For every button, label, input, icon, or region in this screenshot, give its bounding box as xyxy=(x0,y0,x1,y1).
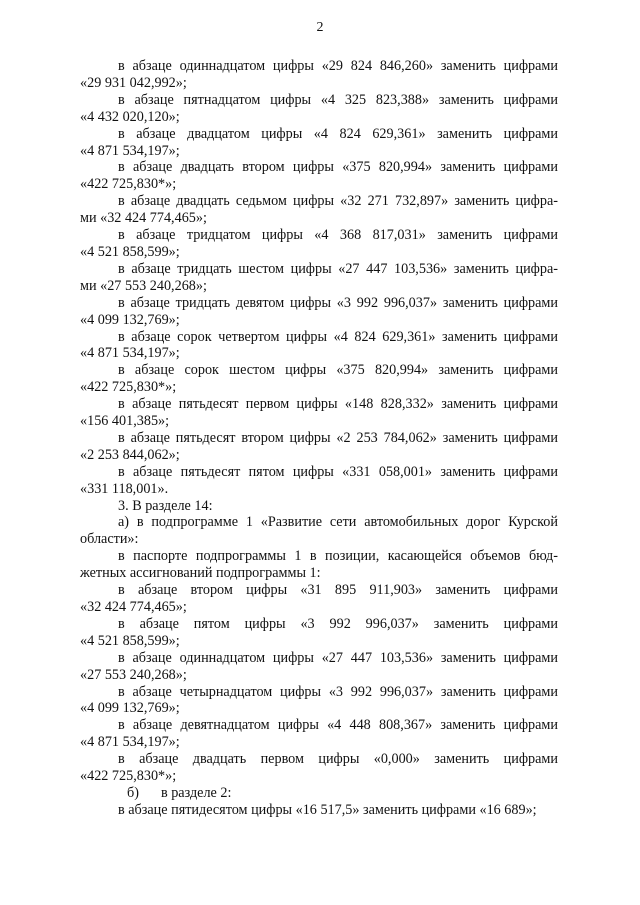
amendment-paragraph xyxy=(80,717,558,751)
passport-item-line2: жетных ассигнований подпрограммы 1: xyxy=(80,565,321,582)
amendment-paragraph xyxy=(80,126,558,160)
passport-item xyxy=(80,548,558,582)
amendment-paragraph xyxy=(80,616,558,650)
passport-item-line1: в паспорте подпрограммы 1 в позиции, касающейся объемов бюд- xyxy=(118,548,558,565)
amendment-line2: «4 871 534,197»; xyxy=(80,345,180,362)
amendment-line1: в абзаце пятом цифры «3 992 996,037» заменить цифрами xyxy=(118,615,558,632)
amendment-line2: «422 725,830*»; xyxy=(80,768,177,785)
section-b-text: в разделе 2: xyxy=(160,784,232,801)
last-amendment-line: в абзаце пятидесятом цифры «16 517,5» заменить цифрами «16 689»; xyxy=(118,801,537,818)
amendment-line2: «4 521 858,599»; xyxy=(80,243,180,260)
amendment-line1: в абзаце пятьдесят пятом цифры «331 058,001» заменить цифрами xyxy=(118,463,558,480)
amendment-line2: «4 099 132,769»; xyxy=(80,311,180,328)
amendments-list-part2 xyxy=(80,582,558,785)
amendment-line2: «2 253 844,062»; xyxy=(80,446,180,463)
page-number: 2 xyxy=(316,20,324,35)
amendment-line2: ми «27 553 240,268»; xyxy=(80,277,207,294)
amendment-line1: в абзаце сорок шестом цифры «375 820,994» заменить цифрами xyxy=(118,362,558,379)
amendment-line1: в абзаце тридцатом цифры «4 368 817,031» заменить цифрами xyxy=(118,227,558,244)
document-body xyxy=(80,58,558,819)
amendment-line2: «4 099 132,769»; xyxy=(80,700,180,717)
amendment-line1: в абзаце двадцать седьмом цифры «32 271 732,897» заменить цифра- xyxy=(118,193,558,210)
section-b-letter: б) xyxy=(127,784,139,801)
amendment-line2: «156 401,385»; xyxy=(80,413,170,430)
amendment-paragraph xyxy=(80,58,558,92)
subprogram-item xyxy=(80,514,558,548)
amendment-line1: в абзаце четырнадцатом цифры «3 992 996,037» заменить цифрами xyxy=(118,683,558,700)
amendment-paragraph xyxy=(80,329,558,363)
amendment-line1: в абзаце двадцать первом цифры «0,000» заменить цифрами xyxy=(118,751,558,768)
amendment-line2: «422 725,830*»; xyxy=(80,176,177,193)
section-heading: 3. В разделе 14: xyxy=(118,497,213,514)
amendment-paragraph xyxy=(80,684,558,718)
amendment-paragraph xyxy=(80,362,558,396)
amendment-line2: «422 725,830*»; xyxy=(80,379,177,396)
amendment-line2: «4 871 534,197»; xyxy=(80,142,180,159)
amendment-line2: ми «32 424 774,465»; xyxy=(80,210,207,227)
amendments-list-part1 xyxy=(80,58,558,498)
amendment-paragraph xyxy=(80,751,558,785)
amendment-line1: в абзаце двадцать втором цифры «375 820,994» заменить цифрами xyxy=(118,159,558,176)
amendment-line1: в абзаце пятьдесят втором цифры «2 253 784,062» заменить цифрами xyxy=(118,429,558,446)
amendment-line1: в абзаце пятнадцатом цифры «4 325 823,388» заменить цифрами xyxy=(118,91,558,108)
amendment-line1: в абзаце втором цифры «31 895 911,903» заменить цифрами xyxy=(118,582,558,599)
amendment-paragraph xyxy=(80,295,558,329)
amendment-line1: в абзаце тридцать шестом цифры «27 447 103,536» заменить цифра- xyxy=(118,260,558,277)
amendment-line2: «4 871 534,197»; xyxy=(80,734,180,751)
amendment-line1: в абзаце пятьдесят первом цифры «148 828,332» заменить цифрами xyxy=(118,396,558,413)
amendment-paragraph xyxy=(80,582,558,616)
amendment-line2: «331 118,001». xyxy=(80,480,169,497)
amendment-paragraph xyxy=(80,159,558,193)
amendment-paragraph xyxy=(80,430,558,464)
amendment-line1: в абзаце девятнадцатом цифры «4 448 808,367» заменить цифрами xyxy=(118,717,558,734)
amendment-line1: в абзаце сорок четвертом цифры «4 824 629,361» заменить цифрами xyxy=(118,328,558,345)
amendment-paragraph xyxy=(80,464,558,498)
subprogram-item-line1: а) в подпрограмме 1 «Развитие сети автомобильных дорог Курской xyxy=(118,514,558,531)
amendment-line2: «4 432 020,120»; xyxy=(80,108,180,125)
amendment-paragraph xyxy=(80,92,558,126)
amendment-line2: «27 553 240,268»; xyxy=(80,666,187,683)
amendment-line1: в абзаце тридцать девятом цифры «3 992 996,037» заменить цифрами xyxy=(118,294,558,311)
amendment-paragraph xyxy=(80,650,558,684)
amendment-line1: в абзаце одиннадцатом цифры «29 824 846,260» заменить цифрами xyxy=(118,58,558,74)
subprogram-item-line2: области»: xyxy=(80,531,139,548)
amendment-line2: «32 424 774,465»; xyxy=(80,599,187,615)
amendment-line1: в абзаце одиннадцатом цифры «27 447 103,536» заменить цифрами xyxy=(118,649,558,666)
amendment-paragraph xyxy=(80,396,558,430)
amendment-paragraph xyxy=(80,193,558,227)
amendment-paragraph xyxy=(80,261,558,295)
amendment-line2: «4 521 858,599»; xyxy=(80,632,180,649)
amendment-line2: «29 931 042,992»; xyxy=(80,74,187,91)
amendment-line1: в абзаце двадцатом цифры «4 824 629,361» заменить цифрами xyxy=(118,125,558,142)
amendment-paragraph xyxy=(80,227,558,261)
section-b-item xyxy=(80,785,558,802)
